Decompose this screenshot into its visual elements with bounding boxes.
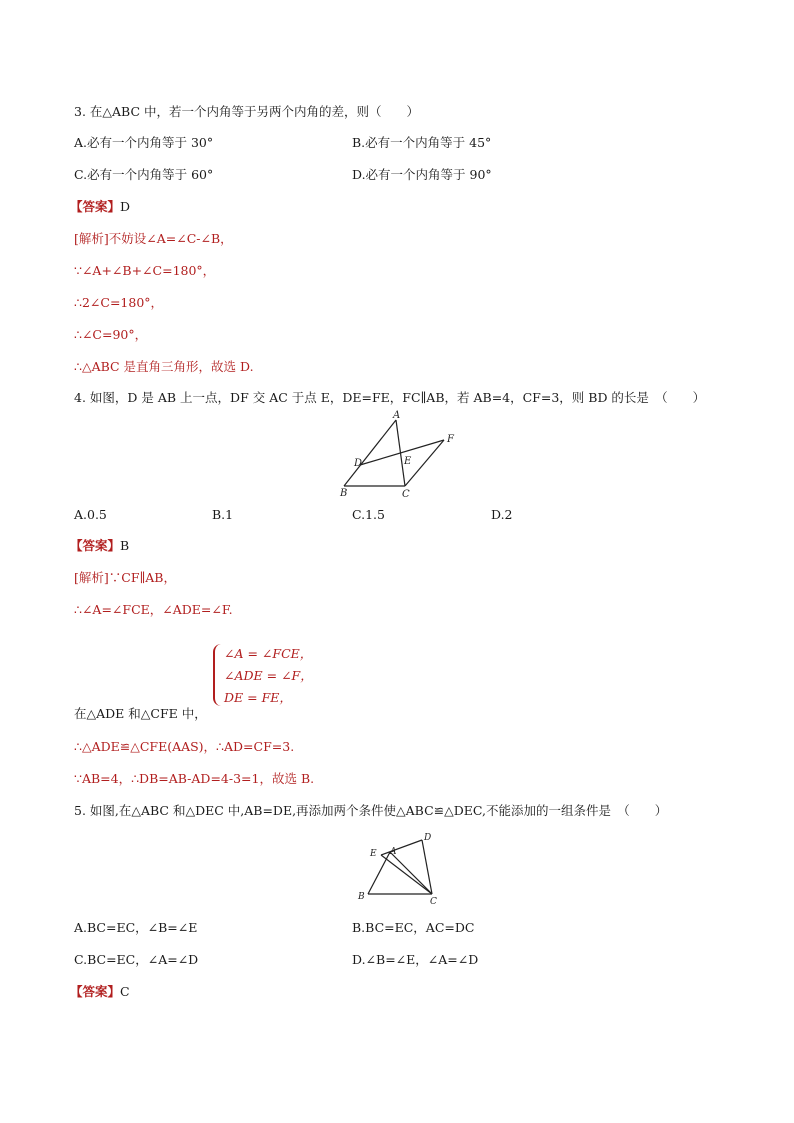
q4-option-d: D.2 xyxy=(491,507,513,522)
segment-ed xyxy=(381,840,422,855)
label-c: C xyxy=(402,489,410,500)
label-b: B xyxy=(340,488,348,499)
segment-ab xyxy=(344,420,396,486)
q3-analysis-4: ∴∠C=90°， xyxy=(74,327,148,342)
q4-analysis-3: 在△ADE 和△CFE 中， xyxy=(74,706,207,721)
label-a: A xyxy=(393,410,401,421)
label-e: E xyxy=(404,456,412,467)
system-line-1: ∠A = ∠FCE， xyxy=(224,646,313,661)
q4-analysis-2: ∴∠A=∠FCE，∠ADE=∠F. xyxy=(74,602,233,617)
q4-option-b: B.1 xyxy=(212,507,234,522)
q4-option-a: A.0.5 xyxy=(74,507,107,522)
q3-option-c: C.必有一个内角等于 60° xyxy=(74,167,214,182)
q4-option-c: C.1.5 xyxy=(352,507,385,522)
label-e: E xyxy=(370,849,377,859)
label-d: D xyxy=(424,833,432,843)
answer-tag: 【答案】 xyxy=(70,199,121,214)
answer-value: B xyxy=(120,538,130,553)
q3-analysis-2: ∵∠A+∠B+∠C=180°， xyxy=(74,263,216,278)
label-b: B xyxy=(358,892,365,902)
q5-option-d: D.∠B=∠E，∠A=∠D xyxy=(352,952,479,967)
q3-option-d: D.必有一个内角等于 90° xyxy=(352,167,492,182)
q4-analysis-5: ∵AB=4，∴DB=AB-AD=4-3=1，故选 B. xyxy=(74,771,315,786)
answer-tag: 【答案】 xyxy=(70,984,121,999)
equation-brace xyxy=(213,644,221,706)
q4-analysis-1: [解析]∵CF∥AB， xyxy=(74,570,176,585)
q3-answer xyxy=(70,199,130,215)
q5-stem: 5. 如图,在△ABC 和△DEC 中,AB=DE,再添加两个条件使△ABC≌△DEC,不能添加的一组条件是 （ ） xyxy=(74,803,668,818)
q3-option-b: B.必有一个内角等于 45° xyxy=(352,135,492,150)
answer-tag: 【答案】 xyxy=(70,538,121,553)
q4-stem: 4. 如图，D 是 AB 上一点，DF 交 AC 于点 E，DE=FE，FC∥AB，若 AB=4，CF=3，则 BD 的长是 （ ） xyxy=(74,390,706,405)
system-line-3: DE = FE， xyxy=(224,690,292,705)
segment-ec xyxy=(381,855,432,894)
label-f: F xyxy=(447,434,454,445)
q3-analysis-3: ∴2∠C=180°， xyxy=(74,295,164,310)
q5-answer xyxy=(70,984,130,1000)
label-d: D xyxy=(354,458,363,469)
q5-figure xyxy=(354,828,454,908)
q3-stem: 3. 在△ABC 中，若一个内角等于另两个内角的差，则（ ） xyxy=(74,104,419,119)
system-line-2: ∠ADE = ∠F， xyxy=(224,668,313,683)
q3-option-a: A.必有一个内角等于 30° xyxy=(74,135,214,150)
q4-figure xyxy=(330,408,470,503)
q3-analysis-1: [解析]不妨设∠A=∠C-∠B， xyxy=(74,231,233,246)
q4-answer xyxy=(70,538,129,554)
q5-option-a: A.BC=EC，∠B=∠E xyxy=(74,920,198,935)
label-a: A xyxy=(390,847,397,857)
q4-analysis-4: ∴△ADE≌△CFE(AAS)，∴AD=CF=3. xyxy=(74,739,295,754)
answer-value: D xyxy=(120,199,131,214)
q5-option-b: B.BC=EC，AC=DC xyxy=(352,920,475,935)
label-c: C xyxy=(430,897,437,907)
q3-analysis-5: ∴△ABC 是直角三角形，故选 D. xyxy=(74,359,254,374)
q5-option-c: C.BC=EC，∠A=∠D xyxy=(74,952,199,967)
answer-value: C xyxy=(120,984,130,999)
